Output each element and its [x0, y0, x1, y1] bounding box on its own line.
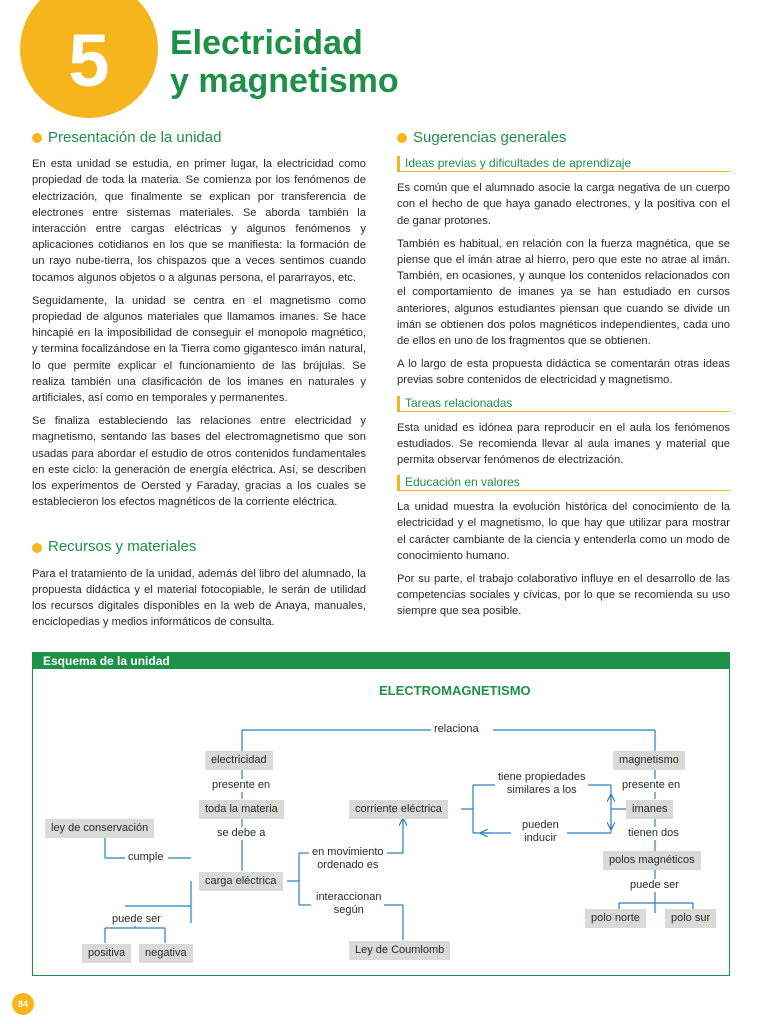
map-label-se-debe-a: se debe a [214, 827, 268, 840]
map-node-magnetismo: magnetismo [613, 751, 685, 770]
paragraph: En esta unidad se estudia, en primer lugar, la electricidad como propiedad de toda la materia. Se comienza por los fenómenos de electrización, que finalmente se explican por transferencia de electrones entre sistemas materiales. Se aborda también la interacción entre cargas eléctricas y algunos fenómenos y aplicaciones cotidianos en los que se manifiesta: la formación de un rayo nube-tierra, los chispazos que a veces sentimos cuando tocamos algunos objetos o a algunas persona, el pararrayos, etc. [32, 158, 366, 284]
map-node-toda-la-materia: toda la materia [199, 800, 284, 819]
paragraph: Es común que el alumnado asocie la carga negativa de un cuerpo con el hecho de que haya ganado electrones, y la positiva con el de ganar protones. [397, 182, 730, 227]
section-presentacion-heading: Presentación de la unidad [32, 130, 366, 146]
map-node-imanes: imanes [626, 800, 673, 819]
subheading-valores: Educación en valores [397, 475, 730, 491]
page-number: 84 [12, 993, 34, 1015]
subheading-ideas: Ideas previas y dificultades de aprendizaje [397, 156, 730, 172]
right-column [397, 128, 730, 627]
map-node-positiva: positiva [82, 944, 131, 963]
map-label-cumple: cumple [125, 851, 166, 864]
map-node-polo-norte: polo norte [585, 909, 646, 928]
map-label-presente-en-2: presente en [619, 779, 683, 792]
map-label-presente-en: presente en [209, 779, 273, 792]
subheading-tareas: Tareas relacionadas [397, 396, 730, 412]
map-node-negativa: negativa [139, 944, 193, 963]
map-label-interaccionan: interaccionan según [313, 891, 384, 917]
map-node-ley-coulomb: Ley de Coumlomb [349, 941, 450, 960]
map-node-electricidad: electricidad [205, 751, 273, 770]
map-node-polos-magneticos: polos magnéticos [603, 851, 701, 870]
bullet-dot-icon [32, 133, 42, 143]
paragraph: A lo largo de esta propuesta didáctica se comentarán otras ideas previas sobre contenidos de electricidad y magnetismo. [397, 358, 730, 387]
map-label-tiene-propiedades: tiene propiedades similares a los [495, 771, 588, 797]
map-label-tienen-dos: tienen dos [625, 827, 682, 840]
paragraph: Esta unidad es idónea para reproducir en el aula los fenómenos estudiados. Se recomienda llevar al aula imanes y material que permita observar fenómenos de electrización. [397, 421, 730, 467]
paragraph: También es habitual, en relación con la fuerza magnética, que se piense que el imán atrae al hierro, pero que este no atrae al imán. También, en ocasiones, y aunque los contenidos relacionados con el comportamiento de imanes ya se han estudiado en cursos anteriores, algunos estudiantes piensan que cuando se divide un imán se obtienen dos polos magnéticos independientes, cada uno de ellos en uno de los fragmentos que se obtienen. [397, 237, 730, 348]
paragraph: Por su parte, el trabajo colaborativo influye en el desarrollo de las competencias sociales y cívicas, por lo que se recomienda su uso siempre que sea posible. [397, 573, 730, 618]
section-sugerencias-heading: Sugerencias generales [397, 130, 730, 146]
map-label-en-movimiento: en movimiento ordenado es [309, 846, 387, 872]
bullet-dot-icon [32, 543, 42, 553]
map-label-relaciona: relaciona [431, 723, 482, 736]
bullet-dot-icon [397, 133, 407, 143]
chapter-number: 5 [68, 18, 110, 102]
page-title [170, 24, 399, 100]
paragraph: Seguidamente, la unidad se centra en el magnetismo como propiedad de algunos materiales que llamamos imanes. Se hace hincapié en la imposibilidad de conseguir el monopolo magnético, y termina focalizándose en la Tierra como gigantesco imán natural, lo que permite explicar el funcionamiento de las brújulas. Se realiza también una clasificación de los imanes en naturales y artificiales, así como en temporales y permanentes. [32, 294, 366, 405]
paragraph: Se finaliza estableciendo las relaciones entre electricidad y magnetismo, sentando las bases del electromagnetismo que son usadas para abordar el estudio de otros contenidos fundamentales en este ciclo: la generación de energía eléctrica. Así, se describen los experimentos de Oersted y Faraday, gracias a los cuales se establecieron los efectos magnéticos de la corriente eléctrica. [32, 415, 366, 509]
map-node-carga-electrica: carga eléctrica [199, 872, 283, 891]
map-node-polo-sur: polo sur [665, 909, 716, 928]
map-node-corriente-electrica: corriente eléctrica [349, 800, 448, 819]
paragraph: Para el tratamiento de la unidad, además del libro del alumnado, la propuesta didáctica y el material fotocopiable, le serán de utilidad los recursos digitales disponibles en la web de Anaya, manuales, enciclopedias y medios informáticos de consulta. [32, 567, 366, 629]
concept-map-title: Esquema de la unidad [33, 653, 729, 669]
section-recursos-heading: Recursos y materiales [32, 539, 366, 555]
left-column [32, 128, 366, 637]
title-line-1: Electricidad [170, 24, 363, 62]
map-node-ley-conservacion: ley de conservación [45, 819, 154, 838]
map-label-puede-ser-2: puede ser [627, 879, 682, 892]
map-title-electromagnetismo: ELECTROMAGNETISMO [379, 683, 531, 698]
title-line-2: y magnetismo [170, 62, 399, 100]
concept-map [32, 652, 730, 976]
paragraph: La unidad muestra la evolución histórica del conocimiento de la electricidad y el magnetismo, lo que hay que utilizar para mostrar el carácter cambiante de la ciencia y entenderla como un modo de conocimiento humano. [397, 501, 730, 562]
map-label-puede-ser: puede ser [109, 913, 164, 926]
map-label-pueden-inducir: pueden inducir [519, 819, 562, 845]
